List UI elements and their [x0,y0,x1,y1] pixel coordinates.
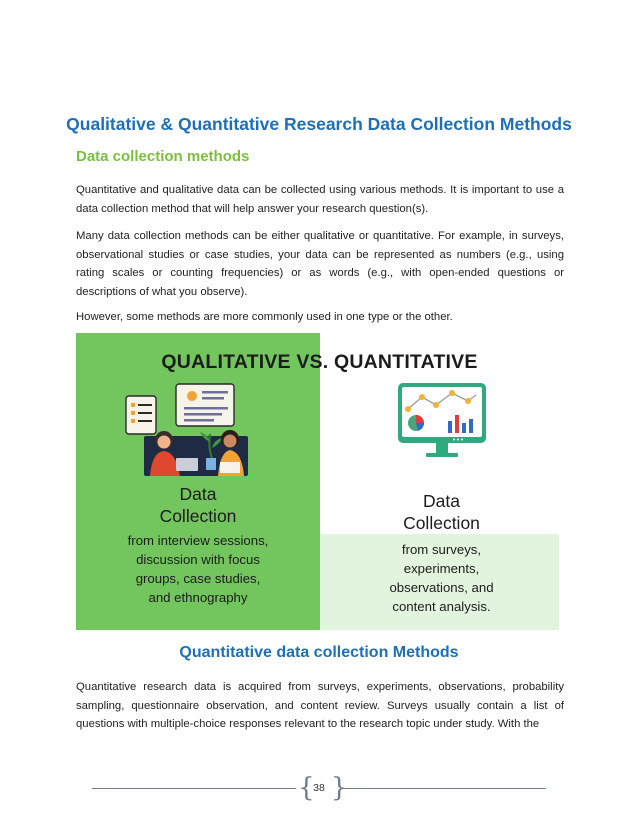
qualitative-heading-line1: Data [179,484,217,504]
qualitative-line4: and ethnography [148,590,248,605]
quantitative-line2: experiments, [403,561,480,576]
qualitative-heading [76,483,320,527]
qualitative-description [76,531,320,607]
quantitative-line4: content analysis. [392,599,491,614]
quantitative-heading [320,490,563,534]
footer-divider-left [92,788,296,789]
infographic-title: QUALITATIVE VS. QUANTITATIVE [161,351,478,373]
quantitative-line3: observations, and [389,580,494,595]
right-brace-icon: } [331,773,348,803]
qualitative-line3: groups, case studies, [135,571,261,586]
qualitative-line2: discussion with focus [136,552,260,567]
left-brace-icon: { [298,773,315,803]
qualitative-vs-quantitative-infographic [76,333,563,630]
page-number: 38 [313,782,325,794]
quantitative-heading-line2: Collection [403,513,480,533]
discussion-illustration-icon [124,378,274,478]
page-title: Qualitative & Quantitative Research Data Collection Methods [66,114,572,134]
paragraph-methods: Many data collection methods can be either qualitative or quantitative. For example, in surveys, observational studies or case studies, your data can be represented as numbers (e.g., using rating scales or counting frequencies) or as words (e.g., with open-ended questions or descriptions of what you observe). [76,230,564,298]
paragraph-types: However, some methods are more commonly used in one type or the other. [76,311,453,323]
qualitative-heading-line2: Collection [159,506,237,526]
qualitative-line1: from interview sessions, [127,533,269,548]
section-heading-data-collection: Data collection methods [76,148,250,165]
quantitative-line1: from surveys, [401,542,482,557]
section-heading-quantitative-methods: Quantitative data collection Methods [179,644,459,661]
quantitative-description [320,540,563,616]
paragraph-intro: Quantitative and qualitative data can be collected using various methods. It is important to use a data collection method that will help answer your research question(s). [76,184,564,215]
monitor-chart-icon [396,381,488,463]
paragraph-quantitative: Quantitative research data is acquired from surveys, experiments, observations, probability sampling, questionnaire observation, and content review. Surveys usually contain a list of questions with multiple-choice responses relevant to the research topic under study. With the [76,681,564,730]
footer-divider-right [342,788,546,789]
quantitative-heading-line1: Data [423,491,460,511]
